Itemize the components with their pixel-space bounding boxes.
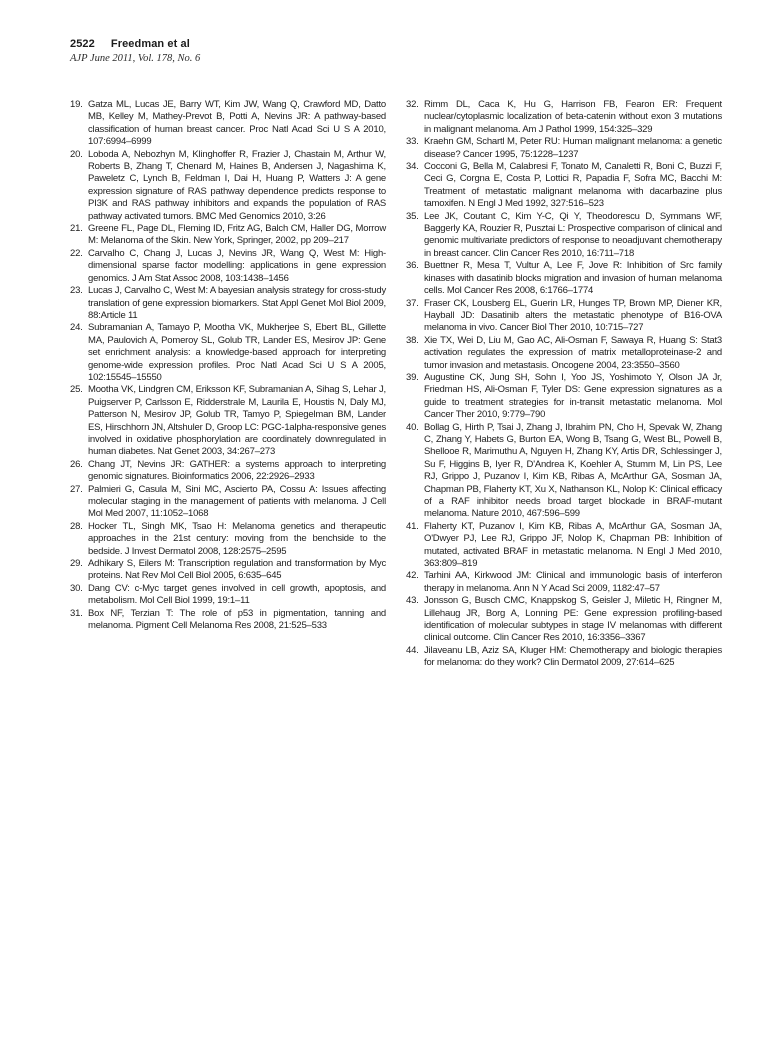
reference-number: 28. [70, 520, 83, 532]
reference-item [406, 570, 722, 595]
reference-number: 20. [70, 148, 83, 160]
reference-text: Greene FL, Page DL, Fleming ID, Fritz AG, Balch CM, Haller DG, Morrow M: Melanoma of the Skin. New York, Springer, 2002, pp 209–217 [88, 223, 386, 247]
reference-text: Chang JT, Nevins JR: GATHER: a systems approach to interpreting genomic signatures. Bioinformatics 2006, 22:2926–2933 [88, 458, 386, 483]
reference-item [406, 298, 722, 335]
reference-number: 23. [70, 285, 83, 297]
reference-item [406, 422, 722, 521]
reference-text: Tarhini AA, Kirkwood JM: Clinical and immunologic basis of interferon therapy in melanoma. Ann N Y Acad Sci 2009, 1182:47–57 [424, 570, 722, 594]
reference-number: 29. [70, 558, 83, 570]
reference-text: Kraehn GM, Schartl M, Peter RU: Human malignant melanoma: a genetic disease? Cancer 1995, 75:1228–1237 [424, 136, 722, 160]
reference-text: Loboda A, Nebozhyn M, Klinghoffer R, Frazier J, Chastain M, Arthur W, Roberts B, Zhang T, Chenard M, Haines B, Andersen J, Nagashima K, Paweletz C, Lynch B, Feldman I, Dai H, Huang P, Watters J: A gene expression signature of RAS pathway dependence predicts response to PI3K and RAS pathway inhibitors and expands the population of RAS pathway activated tumors. BMC Med Genomics 2010, 3:26 [88, 148, 386, 222]
reference-number: 34. [406, 161, 419, 173]
reference-item [406, 521, 722, 571]
running-head [70, 38, 722, 51]
reference-number: 21. [70, 223, 83, 235]
reference-item [70, 149, 386, 223]
reference-text: Bollag G, Hirth P, Tsai J, Zhang J, Ibrahim PN, Cho H, Spevak W, Zhang C, Zhang Y, Habets G, Burton EA, Wong B, Tsang G, West BL, Powell B, Shellooe R, Marimuthu A, Nguyen H, Zhang KY, Artis DR, Schlessinger J, Su F, Higgins B, Iyer R, D'Andrea K, Koehler A, Stumm M, Lin PS, Lee RJ, Grippo J, Puzanov I, Kim KB, Ribas A, McArthur GA, Sosman JA, Chapman PB, Flaherty KT, Xu X, Nathanson KL, Nolop K: Clinical efficacy of a RAF inhibitor needs broad target blockade in BRAF-mutant melanoma. Nature 2010, 467:596–599 [424, 421, 722, 520]
reference-number: 27. [70, 483, 83, 495]
reference-text: Adhikary S, Eilers M: Transcription regulation and transformation by Myc proteins. Nat Rev Mol Cell Biol 2005, 6:635–645 [88, 558, 386, 582]
reference-text: Cocconi G, Bella M, Calabresi F, Tonato M, Canaletti R, Boni C, Buzzi F, Ceci G, Corgna E, Costa P, Lottici R, Papadia F, Sofra MC, Bacchi M: Treatment of metastatic malignant melanoma with dacarbazine plus tamoxifen. N Engl J Med 1992, 327:516–523 [424, 161, 722, 210]
reference-item [70, 521, 386, 558]
reference-text: Xie TX, Wei D, Liu M, Gao AC, Ali-Osman F, Sawaya R, Huang S: Stat3 activation regulates the expression of matrix metalloproteinase-2 and tumor invasion and metastasis. Oncogene 2004, 23:3550–3560 [424, 334, 722, 371]
reference-item [70, 384, 386, 458]
reference-number: 31. [70, 607, 83, 619]
reference-number: 43. [406, 595, 419, 607]
reference-number: 33. [406, 136, 419, 148]
reference-number: 30. [70, 582, 83, 594]
reference-item [70, 459, 386, 484]
reference-number: 32. [406, 99, 419, 110]
reference-item [70, 248, 386, 285]
reference-item [406, 161, 722, 211]
page-content [70, 38, 722, 670]
reference-number: 24. [70, 322, 83, 334]
reference-text: Dang CV: c-Myc target genes involved in cell growth, apoptosis, and metabolism. Mol Cell Biol 1999, 19:1–11 [88, 582, 386, 607]
reference-item [70, 285, 386, 322]
journal-citation: AJP June 2011, Vol. 178, No. 6 [70, 53, 201, 64]
reference-text: Lee JK, Coutant C, Kim Y-C, Qi Y, Theodorescu D, Symmans WF, Baggerly KA, Rouzier R, Pusztai L: Prospective comparison of clinical and genomic multivariate predictors of response to neoadjuvant chemotherapy in breast cancer. Clin Cancer Res 2010, 16:711–718 [424, 210, 722, 259]
reference-text: Buettner R, Mesa T, Vultur A, Lee F, Jove R: Inhibition of Src family kinases with dasatinib blocks migration and invasion of human melanoma cells. Mol Cancer Res 2008, 6:1766–1774 [424, 260, 722, 297]
reference-text: Palmieri G, Casula M, Sini MC, Ascierto PA, Cossu A: Issues affecting molecular staging in the management of patients with melanoma. J Cell Mol Med 2007, 11:1052–1068 [88, 483, 386, 520]
reference-text: Jilaveanu LB, Aziz SA, Kluger HM: Chemotherapy and biologic therapies for melanoma: do they work? Clin Dermatol 2009, 27:614–625 [424, 644, 722, 669]
reference-number: 25. [70, 384, 83, 396]
reference-item [406, 211, 722, 261]
reference-text: Gatza ML, Lucas JE, Barry WT, Kim JW, Wang Q, Crawford MD, Datto MB, Kelley M, Mathey-Prevot B, Potti A, Nevins JR: A pathway-based classification of human breast cancer. Proc Natl Acad Sci U S A 2010, 107:6994–6999 [88, 99, 386, 148]
reference-item [406, 260, 722, 297]
references-column-right [406, 99, 722, 670]
reference-item [70, 558, 386, 583]
reference-text: Lucas J, Carvalho C, West M: A bayesian analysis strategy for cross-study translation of gene expression biomarkers. Stat Appl Genet Mol Biol 2009, 88:Article 11 [88, 285, 386, 321]
reference-number: 39. [406, 371, 419, 383]
reference-number: 41. [406, 520, 419, 532]
references-section [70, 99, 722, 670]
reference-text: Box NF, Terzian T: The role of p53 in pigmentation, tanning and melanoma. Pigment Cell Melanoma Res 2008, 21:525–533 [88, 607, 386, 632]
reference-text: Augustine CK, Jung SH, Sohn I, Yoo JS, Yoshimoto Y, Olson JA Jr, Friedman HS, Ali-Osman F, Tyler DS: Gene expression signatures as a guide to treatment strategies for in-transit metastatic melanoma. Mol Cancer Ther 2010, 9:779–790 [424, 371, 722, 421]
reference-item [406, 335, 722, 372]
reference-text: Flaherty KT, Puzanov I, Kim KB, Ribas A, McArthur GA, Sosman JA, O'Dwyer PJ, Lee RJ, Grippo JF, Nolop K, Chapman PB: Inhibition of mutated, activated BRAF in metastatic melanoma. N Engl J Med 2010, 363:809–819 [424, 520, 722, 570]
page-number: 2522 [70, 38, 95, 50]
reference-item [70, 583, 386, 608]
reference-number: 19. [70, 99, 83, 110]
reference-text: Fraser CK, Lousberg EL, Guerin LR, Hunges TP, Brown MP, Diener KR, Hayball JD: Dasatinib alters the metastatic phenotype of B16-OVA melanoma in vivo. Cancer Biol Ther 2010, 10:715–727 [424, 297, 722, 334]
reference-item [406, 645, 722, 670]
reference-number: 40. [406, 421, 419, 433]
reference-item [406, 136, 722, 161]
references-column-left [70, 99, 386, 670]
reference-number: 37. [406, 297, 419, 309]
running-title: Freedman et al [110, 38, 190, 50]
reference-text: Hocker TL, Singh MK, Tsao H: Melanoma genetics and therapeutic approaches in the 21st century: moving from the benchside to the bedside. J Invest Dermatol 2008, 128:2575–2595 [88, 520, 386, 557]
reference-number: 35. [406, 210, 419, 222]
reference-number: 36. [406, 260, 419, 272]
reference-item [70, 322, 386, 384]
reference-number: 42. [406, 570, 419, 582]
reference-item [70, 223, 386, 248]
reference-text: Subramanian A, Tamayo P, Mootha VK, Mukherjee S, Ebert BL, Gillette MA, Paulovich A, Pomeroy SL, Golub TR, Lander ES, Mesirov JP: Gene set enrichment analysis: a knowledge-based approach for interpreting genome-wide expression profiles. Proc Natl Acad Sci U S A 2005, 102:15545–15550 [88, 322, 386, 383]
reference-text: Carvalho C, Chang J, Lucas J, Nevins JR, Wang Q, West M: High-dimensional sparse factor modelling: applications in gene expression genomics. J Am Stat Assoc 2008, 103:1438–1456 [88, 247, 386, 284]
reference-item [406, 99, 722, 136]
reference-item [70, 608, 386, 633]
reference-item [406, 372, 722, 422]
reference-text: Rimm DL, Caca K, Hu G, Harrison FB, Fearon ER: Frequent nuclear/cytoplasmic localization of beta-catenin without exon 3 mutations in malignant melanoma. Am J Pathol 1999, 154:325–329 [424, 99, 722, 135]
page-header [70, 38, 722, 65]
reference-number: 22. [70, 247, 83, 259]
reference-number: 26. [70, 458, 83, 470]
reference-number: 38. [406, 334, 419, 346]
reference-item [70, 484, 386, 521]
reference-text: Jonsson G, Busch CMC, Knappskog S, Geisler J, Miletic H, Ringner M, Lillehaug JR, Borg A, Lonning PE: Gene expression profiling-based identification of molecular subtypes in stage IV melanomas with different clinical outcome. Clin Cancer Res 2010, 16:3356–3367 [424, 595, 722, 644]
reference-item [406, 595, 722, 645]
reference-text: Mootha VK, Lindgren CM, Eriksson KF, Subramanian A, Sihag S, Lehar J, Puigserver P, Carlsson E, Ridderstrale M, Laurila E, Houstis N, Daly MJ, Patterson N, Mesirov JP, Golub TR, Tamyo P, Spiegelman BM, Lander ES, Hirschhorn JN, Altshuler D, Groop LC: PGC-1alpha-responsive genes involved in oxidative phosphorylation are coordinately downregulated in human diabetes. Nat Genet 2003, 34:267–273 [88, 384, 386, 458]
reference-number: 44. [406, 644, 419, 656]
reference-item [70, 99, 386, 149]
